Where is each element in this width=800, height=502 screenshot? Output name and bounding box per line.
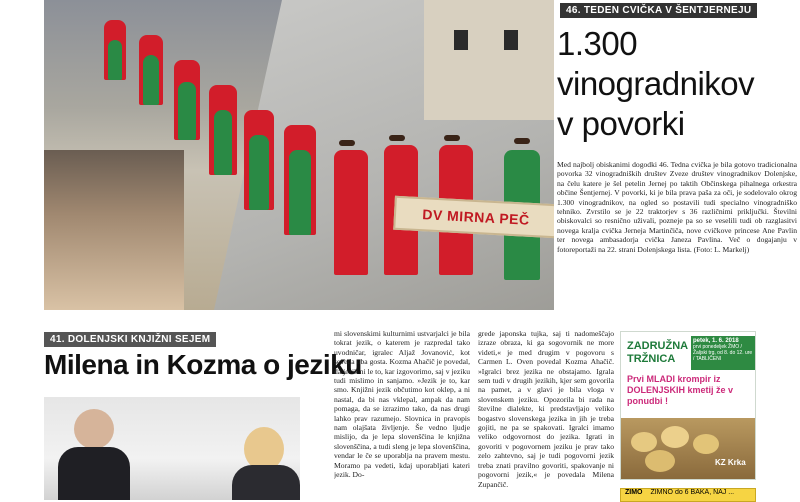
- potato: [631, 432, 657, 452]
- hero-headline: [557, 4, 754, 144]
- ad-date-box: [691, 336, 755, 370]
- article2-title: Milena in Kozma o jeziku: [44, 349, 362, 380]
- man-head: [74, 409, 114, 449]
- hat: [339, 140, 355, 146]
- window: [504, 30, 518, 50]
- hat: [514, 138, 530, 144]
- article2-col2-text: grede japonska tujka, saj ti nadomeščajo izraze obraza, ki ga sogovornik ne more videti,« je med drugim v pogovoru s Carmen L. Oven povedal Kozma Ahačič. »Igralci brez jezika ne obstajamo. Igrala sem tudi v drugih jezikih, kjer sem govorila na pamet, a v glavi je bila vloga v slovenskem jeziku. Opozorila bi rada na številne dialekte, ki predstavljajo veliko bogastvo slovenskega jezika in jih je treba gojiti, ne pa se spakovati. Igralci imamo veliko odgovornost do jezika. Igrati in govoriti v pogovornem jeziku je prav tako zelo zahtevno, saj je tudi pogovorni jezik treba znati pravilno govoriti, spakovanje ni pogovorni jezik,« je povedala Milena Zupančič.: [478, 329, 614, 489]
- hero-body: Med najbolj obiskanimi dogodki 46. Tedna cvička je bila gotovo tradicionalna povorka 32 vinogradniških društev Zveze društev vinogradnikov Dolenjske, na čelu katere je šel petelin Jernej po taktih Občinskega pihalnega orkestra občine Šentjernej. V povorki, ki je bila prava paša za oči, je sodelovalo okrog 1.300 vinogradnikov, na ogled so postavili tudi specialno vinogradniško tehniko. Zvrstilo se je 22 traktorjev s 36 različnimi priključki. Številni obiskovalci so resnično uživali, pozneje pa so se veselili tudi ob razglasitvi novega kralja cvička Jerneja Martinčiča, nove cvičkove princese Ane Pavlin ter novega ambasadorja cvička Janeza Pavlina. Več o dogajanju v fotoreportaži na 22. strani Dolenjskega lista. (Foto: L. Markelj): [557, 160, 797, 254]
- mirna-pec-banner: DV MIRNA PEČ: [393, 196, 554, 239]
- article2-col1-text: mi slovenskimi kulturnimi ustvarjalci je bila tokrat jezik, o katerem je razpredal tako uvodničar, igralec Aljaž Jovanović, kot seveda oba gosta. Kozma Ahačič je povedal, da jezik ni le to, kar izgovorimo, saj v jeziku tudi mislimo in sanjamo. »Jezik je to, kar smo. Knjižni jezik občutimo kot oklep, a ni nastal, da bi nas vklepal, ampak da nam pomaga, da se izrazimo tako, da nas drugi lahko prav razumejo. Slovnica in pravopis nam olajšata življenje. Še vedno ljudje mislijo, da je lepa slovenščina le knjižna slovenščina, a tudi sleng je lepa slovenščina, vendar le če se uporablja na pravem mestu. Moramo pa vedeti, kdaj uporabljati kateri jezik. Do-: [334, 329, 470, 480]
- article2-col2: [478, 329, 614, 500]
- marcher: [334, 150, 368, 275]
- hero-body-wrap: [557, 160, 797, 254]
- potato: [693, 434, 719, 454]
- ad-promo: Prvi MLADI krompir iz DOLENJSKIH kmetij že v ponudbi !: [627, 374, 734, 406]
- marcher-apron: [289, 150, 311, 235]
- hat: [389, 135, 405, 141]
- marcher-apron: [249, 135, 269, 210]
- hero-photo: [44, 0, 554, 310]
- window: [454, 30, 468, 50]
- marcher-apron: [214, 110, 232, 175]
- marcher-apron: [108, 40, 122, 80]
- article2-col1: [334, 329, 470, 500]
- article2-tag-wrap: [44, 329, 216, 347]
- article2-photo: [44, 397, 300, 500]
- marcher-apron: [143, 55, 159, 105]
- ad-brand-line2: TRŽNICA: [627, 353, 676, 365]
- potatoes-image: [621, 418, 755, 479]
- ad-date-sub: prvi ponedeljek ŽMO / Žaljski trg, od 8. do 12. ure / TABLIČENI: [693, 344, 753, 362]
- ad-brand: [627, 340, 688, 366]
- zadruzna-trznica-ad[interactable]: [620, 331, 756, 480]
- ad-date-label: petek, 1. 6. 2018: [693, 338, 739, 344]
- hero-article: [557, 0, 800, 310]
- hat: [444, 135, 460, 141]
- article2-section-tag: 41. DOLENJSKI KNJIŽNI SEJEM: [44, 332, 216, 347]
- headline-line-3: v povorki: [557, 105, 685, 142]
- house-wall: [424, 0, 554, 120]
- hero-section-tag: 46. TEDEN CVIČKA V ŠENTJERNEJU: [560, 3, 757, 18]
- marcher-apron: [178, 82, 196, 140]
- woman-clothes: [232, 465, 300, 500]
- spectator-crowd: [44, 150, 184, 310]
- ad2-sub: ZIMNO do 6 BAKA, NAJ ...: [650, 489, 735, 496]
- potato: [645, 450, 675, 472]
- ad2-text: ZIMO: [625, 489, 643, 496]
- ad-footer: KZ Krka: [715, 458, 746, 467]
- headline-line-2: vinogradnikov: [557, 65, 755, 102]
- man-suit: [58, 447, 130, 500]
- potato: [661, 426, 689, 448]
- headline-line-1: 1.300: [557, 25, 638, 62]
- ad-brand-line1: ZADRUŽNA: [627, 340, 689, 352]
